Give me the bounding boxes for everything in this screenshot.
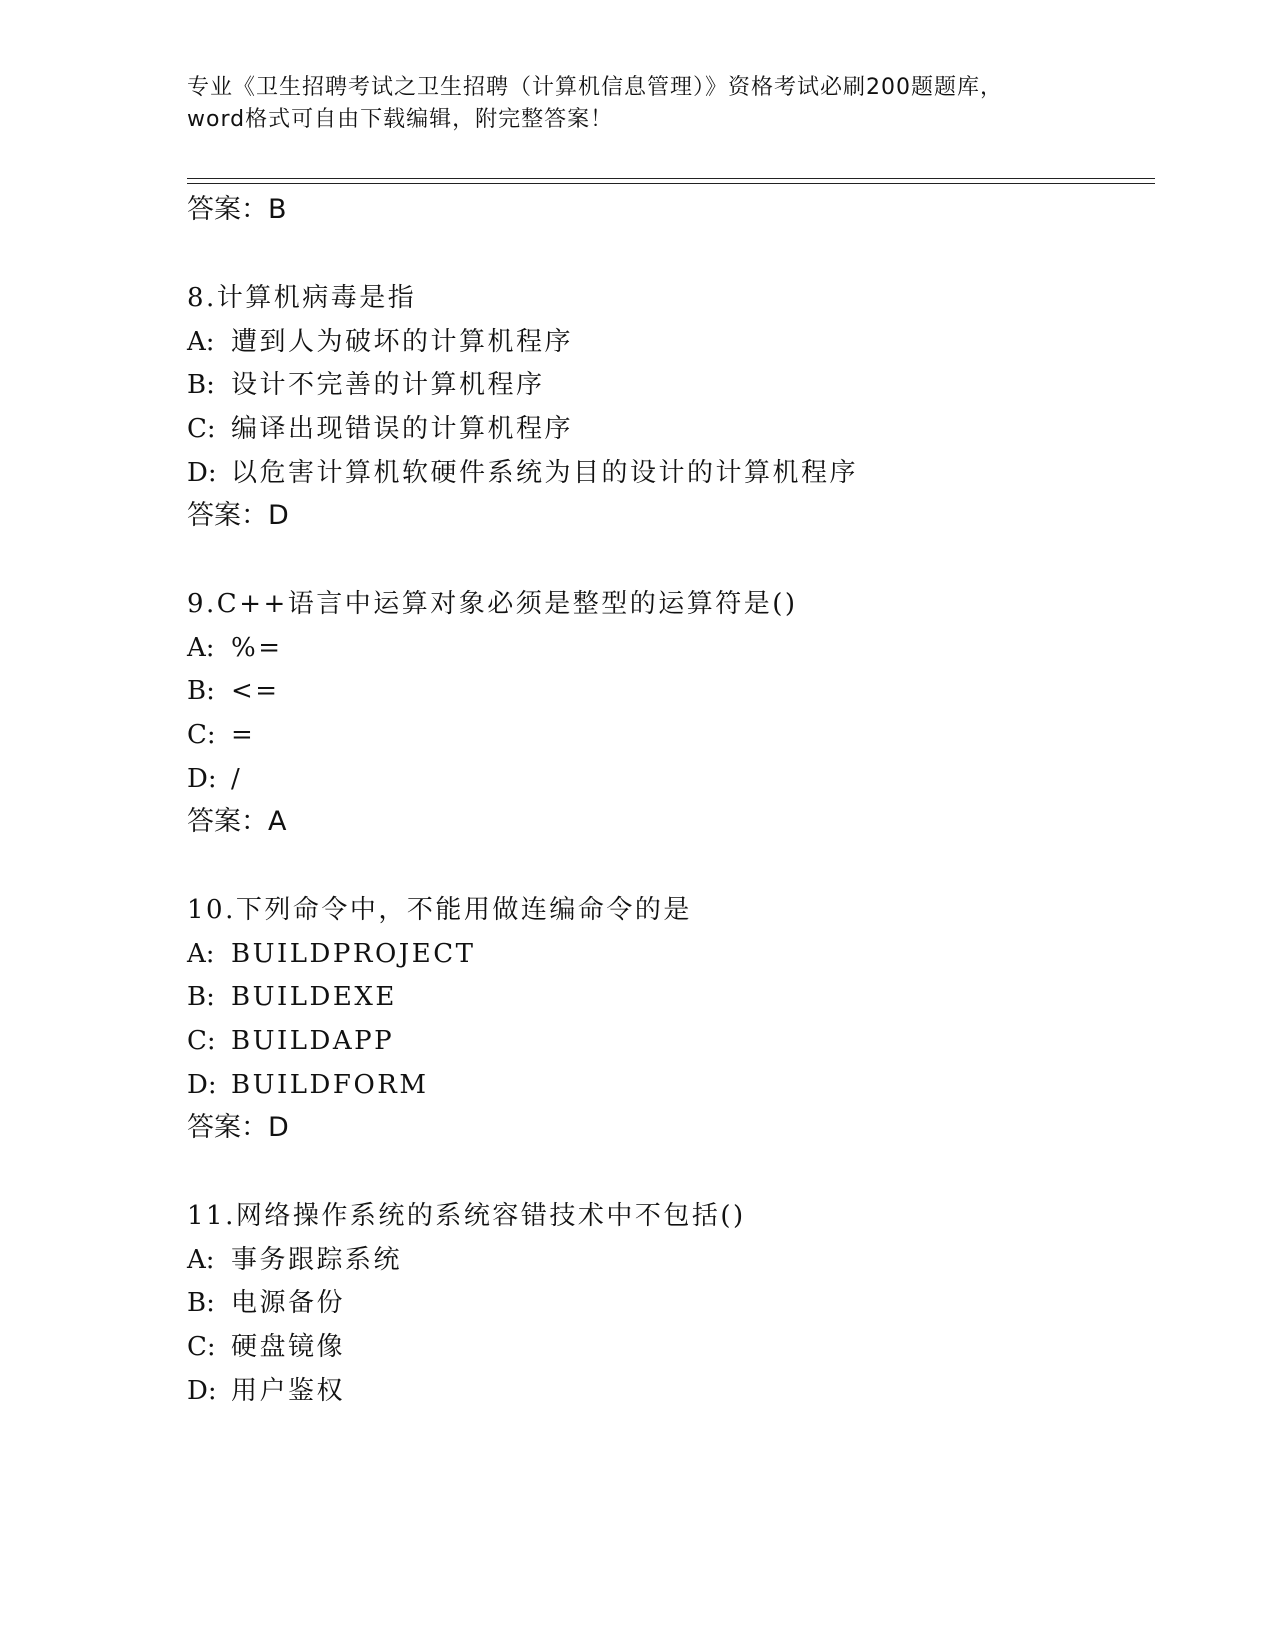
option-text: 事务跟踪系统 xyxy=(231,1245,403,1275)
question-11-option-c xyxy=(187,1330,345,1364)
option-label: C: xyxy=(187,1026,216,1056)
option-text: 电源备份 xyxy=(231,1288,346,1318)
option-label: C: xyxy=(187,1332,216,1362)
question-10-option-c xyxy=(187,1024,394,1058)
option-label: D: xyxy=(187,1376,217,1406)
question-9-answer: 答案：A xyxy=(187,806,287,837)
option-label: B: xyxy=(187,1288,215,1318)
question-11-title: 11.网络操作系统的系统容错技术中不包括() xyxy=(187,1201,746,1231)
option-text: / xyxy=(231,764,243,794)
option-label: A: xyxy=(187,633,215,663)
question-9-option-d xyxy=(187,762,242,796)
option-text: BUILDAPP xyxy=(231,1026,395,1056)
option-label: D: xyxy=(187,764,217,794)
document-header xyxy=(187,72,1087,136)
option-label: B: xyxy=(187,676,215,706)
option-text: 硬盘镜像 xyxy=(231,1332,346,1362)
question-9-title: 9.C++语言中运算对象必须是整型的运算符是() xyxy=(187,589,798,619)
question-11-option-a xyxy=(187,1243,402,1277)
option-text: <= xyxy=(231,676,280,706)
question-8-option-b xyxy=(187,368,545,402)
question-10-option-d xyxy=(187,1068,428,1102)
option-label: D: xyxy=(187,458,217,488)
header-divider-bottom xyxy=(187,183,1155,184)
question-10-option-b xyxy=(187,980,397,1014)
option-label: D: xyxy=(187,1070,217,1100)
question-9-option-c xyxy=(187,718,255,752)
question-10-title: 10.下列命令中，不能用做连编命令的是 xyxy=(187,895,692,925)
option-label: A: xyxy=(187,1245,215,1275)
option-text: 设计不完善的计算机程序 xyxy=(231,370,545,400)
question-8-option-c xyxy=(187,412,573,446)
option-label: C: xyxy=(187,414,216,444)
option-text: BUILDEXE xyxy=(231,982,397,1012)
option-text: = xyxy=(231,720,256,750)
question-8-option-d xyxy=(187,456,858,490)
option-text: 用户鉴权 xyxy=(231,1376,346,1406)
option-label: B: xyxy=(187,370,215,400)
header-divider-top xyxy=(187,178,1155,179)
question-8-option-a xyxy=(187,325,573,359)
option-text: 遭到人为破坏的计算机程序 xyxy=(231,327,574,357)
question-10-option-a xyxy=(187,937,475,971)
question-9-option-b xyxy=(187,674,280,708)
option-text: BUILDFORM xyxy=(231,1070,429,1100)
question-9-option-a xyxy=(187,631,283,665)
option-text: 以危害计算机软硬件系统为目的设计的计算机程序 xyxy=(231,458,859,488)
question-11-option-d xyxy=(187,1374,345,1408)
answer-prev: 答案：B xyxy=(187,194,287,225)
question-8-answer: 答案：D xyxy=(187,500,289,531)
header-line-1: 专业《卫生招聘考试之卫生招聘（计算机信息管理）》资格考试必刷200题题库， xyxy=(187,75,1003,100)
question-10-answer: 答案：D xyxy=(187,1112,289,1143)
option-label: A: xyxy=(187,327,215,357)
option-label: B: xyxy=(187,982,215,1012)
question-11-option-b xyxy=(187,1286,345,1320)
option-text: 编译出现错误的计算机程序 xyxy=(231,414,574,444)
option-text: BUILDPROJECT xyxy=(231,939,476,969)
question-8-title: 8.计算机病毒是指 xyxy=(187,283,417,313)
option-text: %= xyxy=(231,633,283,663)
header-line-2: word格式可自由下载编辑，附完整答案！ xyxy=(187,107,614,132)
option-label: C: xyxy=(187,720,216,750)
option-label: A: xyxy=(187,939,215,969)
